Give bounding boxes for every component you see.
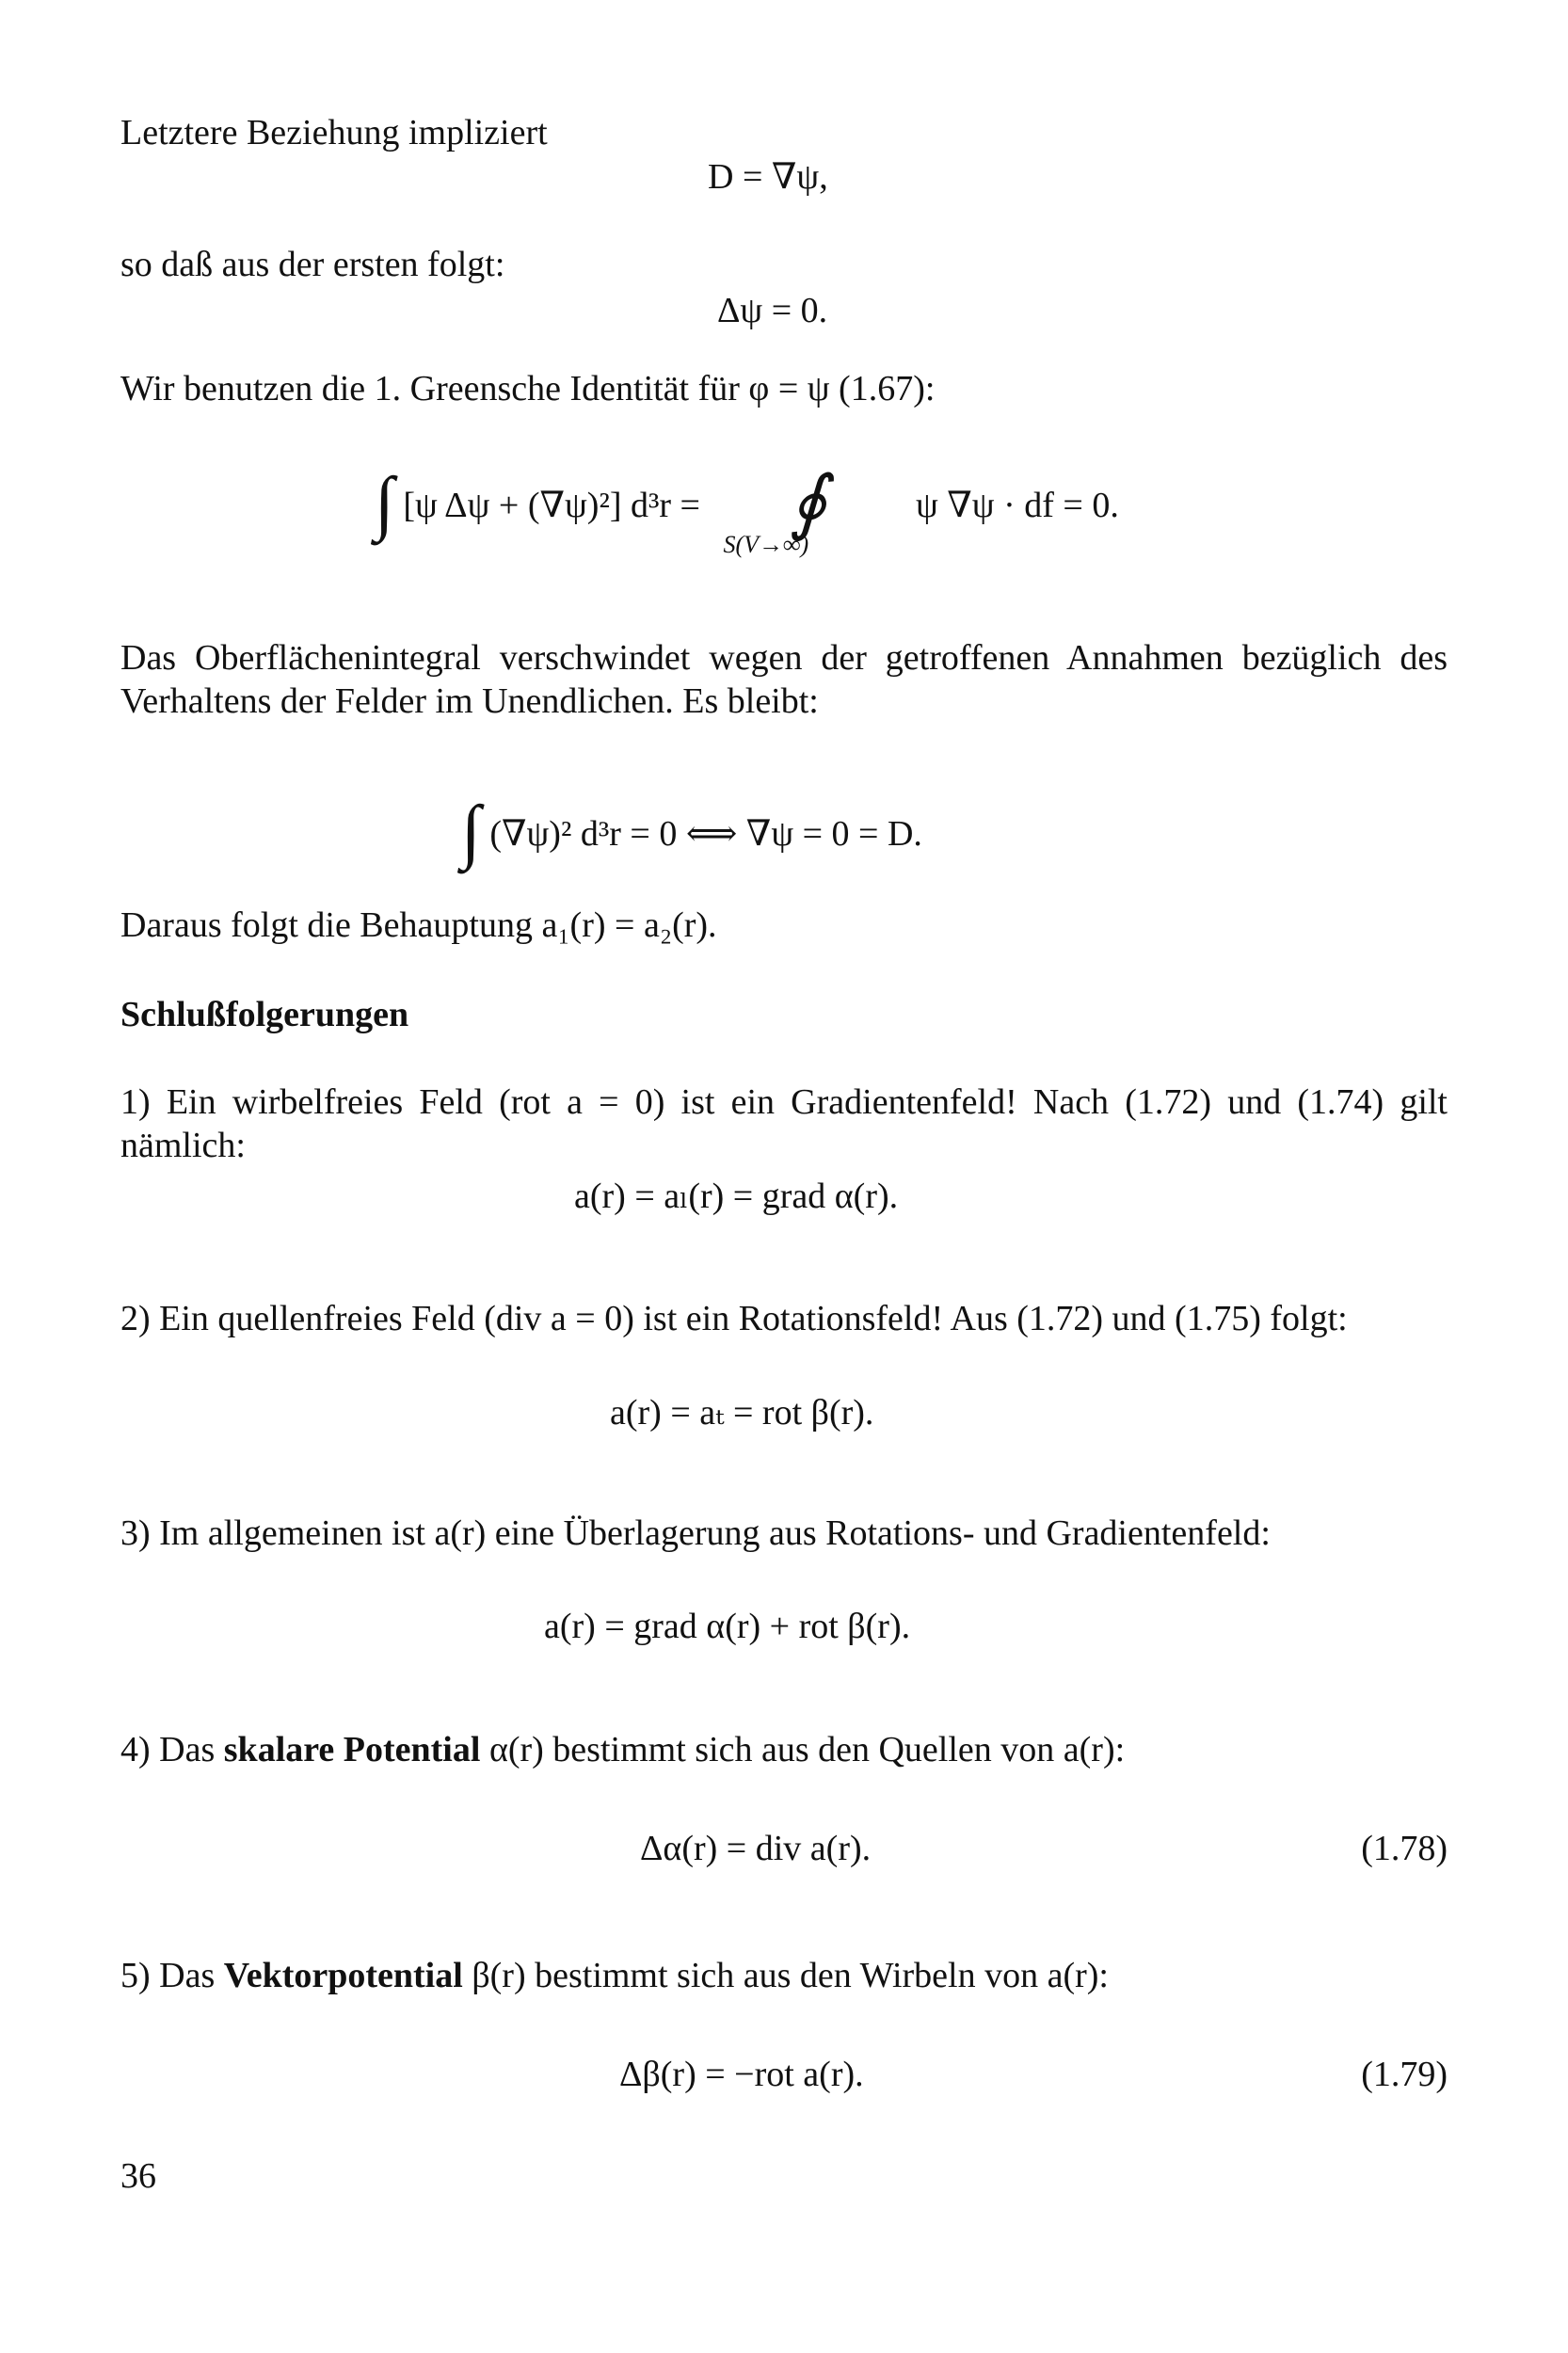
conclusion-3-equation: a(r) = grad α(r) + rot β(r). [544, 1607, 911, 1646]
conclusion-5 [120, 1954, 1109, 1997]
equation-gradient-zero-text: (∇ψ)² d³r = 0 ⟺ ∇ψ = 0 = D. [489, 814, 922, 854]
conclusion-5-suffix: β(r) bestimmt sich aus den Wirbeln von a(r): [472, 1956, 1109, 1995]
equation-green-left: [ψ Δψ + (∇ψ)²] d³r = [403, 486, 700, 525]
equation-gradient-zero [461, 781, 922, 871]
integral-sign: ∫ [375, 463, 394, 542]
equation-1-78: Δα(r) = div a(r). [640, 1829, 872, 1868]
equation-laplace-psi: Δψ = 0. [717, 291, 828, 330]
conclusion-5-prefix: 5) Das [120, 1956, 216, 1995]
term-skalare-potential: skalare Potential [223, 1730, 481, 1769]
paragraph-green-identity: Wir benutzen die 1. Greensche Identität für φ = ψ (1.67): [120, 369, 936, 408]
conclusion-3: 3) Im allgemeinen ist a(r) eine Überlagerung aus Rotations- und Gradientenfeld: [120, 1513, 1271, 1553]
paragraph-follows: so daß aus der ersten folgt: [120, 245, 505, 284]
equation-number-1-78: (1.78) [1361, 1829, 1448, 1868]
contour-integral-sign: ∮ [789, 463, 827, 542]
integral-limit: S(V→∞) [723, 531, 809, 558]
paragraph-surface-integral: Das Oberflächenintegral verschwindet wegen der getroffenen Annahmen bezüglich des Verhaltens der Felder im Unendlichen. Es bleibt: [120, 638, 1448, 721]
conclusion-1: 1) Ein wirbelfreies Feld (rot a = 0) ist ein Gradientenfeld! Nach (1.72) und (1.74) gilt nämlich: [120, 1082, 1448, 1165]
section-heading: Schlußfolgerungen [120, 995, 409, 1034]
paragraph-intro: Letztere Beziehung impliziert [120, 113, 548, 152]
page-number: 36 [120, 2156, 156, 2196]
equation-d-grad-psi: D = ∇ψ, [708, 157, 828, 197]
equation-number-1-79: (1.79) [1361, 2055, 1448, 2094]
conclusion-1-equation: a(r) = aₗ(r) = grad α(r). [574, 1176, 899, 1216]
equation-green-integral [375, 450, 1119, 558]
conclusion-4-prefix: 4) Das [120, 1730, 216, 1769]
paragraph-conclusion: Daraus folgt die Behauptung a₁(r) = a₂(r). [120, 905, 717, 945]
conclusion-2: 2) Ein quellenfreies Feld (div a = 0) ist ein Rotationsfeld! Aus (1.72) und (1.75) folgt: [120, 1299, 1348, 1338]
conclusion-2-equation: a(r) = aₜ = rot β(r). [610, 1393, 874, 1433]
term-vektorpotential: Vektorpotential [223, 1956, 463, 1995]
equation-green-right: ψ ∇ψ · df = 0. [915, 486, 1119, 525]
conclusion-4-suffix: α(r) bestimmt sich aus den Quellen von a(r): [488, 1730, 1126, 1769]
equation-1-79: Δβ(r) = −rot a(r). [619, 2055, 864, 2094]
integral-sign-2: ∫ [461, 792, 481, 871]
conclusion-4 [120, 1728, 1125, 1771]
